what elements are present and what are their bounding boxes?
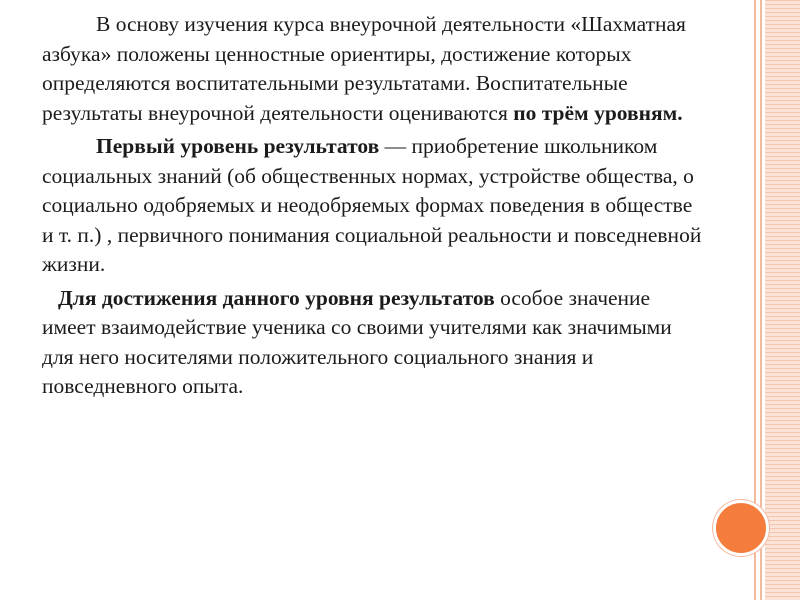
paragraph-3 <box>42 284 702 402</box>
paragraph-3-text: особое значение имеет взаимодействие ученика со своими учителями как значимыми для него носителями положительного социального знания и повседневного опыта. <box>42 285 672 398</box>
decorative-side-band <box>765 0 800 600</box>
paragraph-1-text: В основу изучения курса внеурочной деятельности «Шахматная азбука» положены ценностные ориентиры, достижение которых определяются воспитательными результатами. Воспитательные результаты внеурочной деятельности оцениваются <box>42 12 686 125</box>
paragraph-1 <box>42 10 702 128</box>
slide-text <box>42 10 702 406</box>
paragraph-1-bold: по трём уровням. <box>513 100 683 125</box>
paragraph-2 <box>42 132 702 280</box>
paragraph-2-text: — приобретение школьником социальных знаний (об общественных нормах, устройстве общества, о социально одобряемых и неодобряемых формах поведения в обществе и т. п.) , первичного понимания социальной реальности и повседневной жизни. <box>42 134 702 276</box>
paragraph-2-bold: Первый уровень результатов <box>96 134 380 158</box>
orange-circle-icon <box>713 500 769 556</box>
paragraph-3-bold: Для достижения данного уровня результатов <box>58 285 495 310</box>
